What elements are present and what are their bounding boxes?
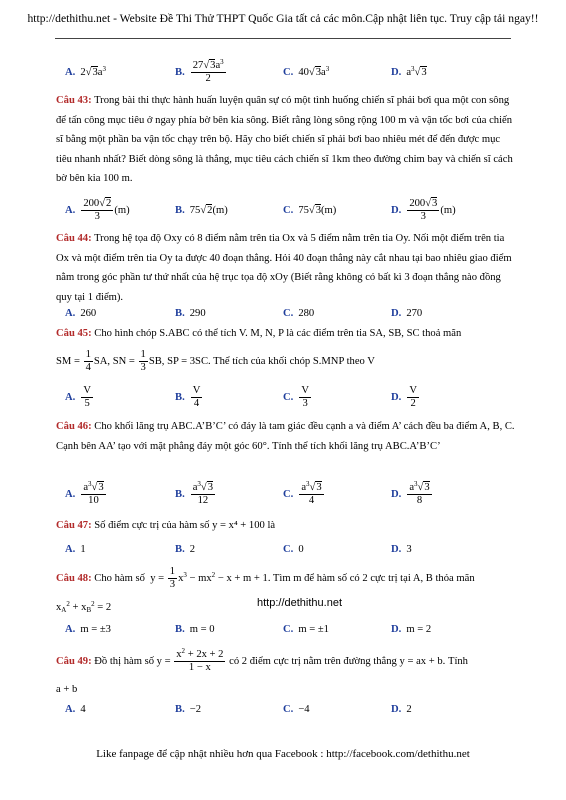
page-footer: Like fanpage để cập nhật nhiều hơn qua Facebook : http://facebook.com/dethithu.net bbox=[96, 748, 470, 760]
q49-option-c: C. −4 bbox=[283, 703, 310, 715]
q46-option-a: A. $\frac{a^3√3}{10}$ bbox=[65, 479, 104, 506]
q48-option-d: D. m = 2 bbox=[391, 623, 432, 635]
q44-option-b: B. 290 bbox=[175, 307, 206, 319]
q48-label: Câu 48: bbox=[56, 572, 92, 584]
q44-label: Câu 44: bbox=[56, 233, 92, 244]
q43-text: Trong bài thi thực hành huấn luyện quân sự có một tình huống chiến sĩ phải bơi qua một con sông để tấn công mục tiêu ở ngay phía bờ bên kia sông. Biết rằng lòng sông rộng 100 m và vận tốc bơi của chiến sĩ bằng một phần ba vận tốc chạy trên bộ. Hãy cho biết chiến sĩ phải bơi bao nhiêu mét để đến được mục tiêu nhanh nhất? Biết dòng sông là thẳng, mục tiêu cách chiến sĩ 1km theo đường chim bay và chiến sĩ cách bờ bên kia 100 m. bbox=[56, 95, 513, 184]
watermark-site: http://dethithu.net bbox=[257, 597, 343, 609]
q46-options bbox=[65, 481, 525, 507]
question-44 bbox=[56, 229, 516, 307]
header-divider bbox=[55, 38, 511, 39]
q44-text: Trong hệ tọa độ Oxy có 8 điểm nằm trên tia Ox và 5 điểm nằm trên tia Oy. Nối một điểm trên tia Ox và một điểm trên tia Oy ta được 40 đoạn thẳng. Hỏi 40 đoạn thẳng này cắt nhau tại bao nhiêu giao điểm nằm trong góc phần tư thứ nhất của hệ trục tọa độ xOy (Biết rằng không có bất kì 3 đoạn thẳng nào đồng quy tại 1 điểm). bbox=[56, 233, 512, 303]
q43-option-a: A. $\frac{200√2}{3}$ (m) bbox=[65, 197, 130, 222]
q47-option-b: B. 2 bbox=[175, 543, 196, 555]
q45-formula: SM = $\frac{1}{4}$ SA, SN = $\frac{1}{3}$ SB, SP = 3SC . Thể tích của khối chóp S.MNP theo V bbox=[56, 348, 375, 373]
q47-label: Câu 47: bbox=[56, 520, 92, 531]
q44-options bbox=[65, 300, 525, 326]
q48-function: y = bbox=[150, 572, 167, 584]
q45-option-a: A. $\frac{V}{5}$ bbox=[65, 384, 91, 409]
q46-text: Cho khối lăng trụ ABC.A’B’C’ có đáy là tam giác đều cạnh a và điểm A’ cách đều ba điểm A, B, C. Cạnh bên AA’ tạo với mặt phẳng đáy một góc 60°. Tính thể tích khối lăng trụ ABC.A’B’C’ bbox=[56, 421, 515, 452]
q45-option-b: B. $\frac{V}{4}$ bbox=[175, 384, 201, 409]
q47-options bbox=[65, 536, 525, 562]
q43-label: Câu 43: bbox=[56, 95, 92, 106]
q42-option-d: D. $a^3√3$ bbox=[391, 64, 427, 78]
q49-ask: a + b bbox=[56, 683, 78, 695]
q46-option-b: B. $\frac{a^3√3}{12}$ bbox=[175, 479, 214, 506]
q45-option-d: D. $\frac{V}{2}$ bbox=[391, 384, 417, 409]
q44-option-a: A. 260 bbox=[65, 307, 97, 319]
q49-option-a: A. 4 bbox=[65, 703, 86, 715]
q43-options bbox=[65, 197, 525, 223]
question-49: Câu 49: Đồ thị hàm số y = $\frac{x^2 + 2x + 2}{1 - x}$ có 2 điểm cực trị nằm trên đường thẳng y = ax + b. Tính bbox=[56, 646, 468, 673]
q46-option-c: C. $\frac{a^3√3}{4}$ bbox=[283, 479, 322, 506]
page-header: http://dethithu.net - Website Đề Thi Thử THPT Quốc Gia tất cả các môn.Cập nhật liên tục. Truy cập tải ngay!! bbox=[27, 12, 539, 25]
q48-option-a: A. m = ±3 bbox=[65, 623, 111, 635]
q48-option-b: B. m = 0 bbox=[175, 623, 215, 635]
q49-option-b: B. −2 bbox=[175, 703, 201, 715]
q44-option-d: D. 270 bbox=[391, 307, 423, 319]
q47-option-a: A. 1 bbox=[65, 543, 86, 555]
q46-label: Câu 46: bbox=[56, 421, 92, 432]
question-46 bbox=[56, 417, 516, 456]
q44-option-c: C. 280 bbox=[283, 307, 315, 319]
q47-option-c: C. 0 bbox=[283, 543, 304, 555]
q49-options bbox=[65, 696, 525, 722]
q42-option-c: C. $40√3a^3$ bbox=[283, 64, 330, 78]
q49-option-d: D. 2 bbox=[391, 703, 412, 715]
q45-text: Cho hình chóp S.ABC có thể tích V. M, N, P là các điểm trên tia SA, SB, SC thoả mãn bbox=[94, 328, 462, 339]
question-43 bbox=[56, 91, 516, 189]
q46-option-d: D. $\frac{a^3√3}{8}$ bbox=[391, 479, 430, 506]
q47-option-d: D. 3 bbox=[391, 543, 412, 555]
q45-options bbox=[65, 384, 525, 410]
q48-condition: $x_A^2 + x_B^2 = 2$ bbox=[56, 599, 112, 614]
q45-option-c: C. $\frac{V}{3}$ bbox=[283, 384, 309, 409]
q43-option-d: D. $\frac{200√3}{3}$ (m) bbox=[391, 197, 456, 222]
question-48: Câu 48: Cho hàm số y = $\frac{1}{3}$ $x^3 - mx^2 - x + m + 1$ . Tìm m để hàm số có 2 cực trị tại A, B thỏa mãn bbox=[56, 565, 475, 590]
q48-options bbox=[65, 616, 525, 642]
question-45 bbox=[56, 324, 516, 344]
q42-option-a: A. $2√3a^3$ bbox=[65, 64, 106, 78]
question-47 bbox=[56, 516, 516, 536]
q43-option-b: B. 75√2(m) bbox=[175, 204, 228, 216]
q43-option-c: C. 75√3(m) bbox=[283, 204, 337, 216]
q42-options bbox=[65, 59, 525, 85]
q47-text: Số điểm cực trị của hàm số y = x⁴ + 100 là bbox=[94, 520, 276, 531]
q49-label: Câu 49: bbox=[56, 655, 92, 667]
q42-option-b: B. $\frac{27√3a^3}{2}$ bbox=[175, 57, 224, 84]
q48-option-c: C. m = ±1 bbox=[283, 623, 329, 635]
q45-label: Câu 45: bbox=[56, 328, 92, 339]
